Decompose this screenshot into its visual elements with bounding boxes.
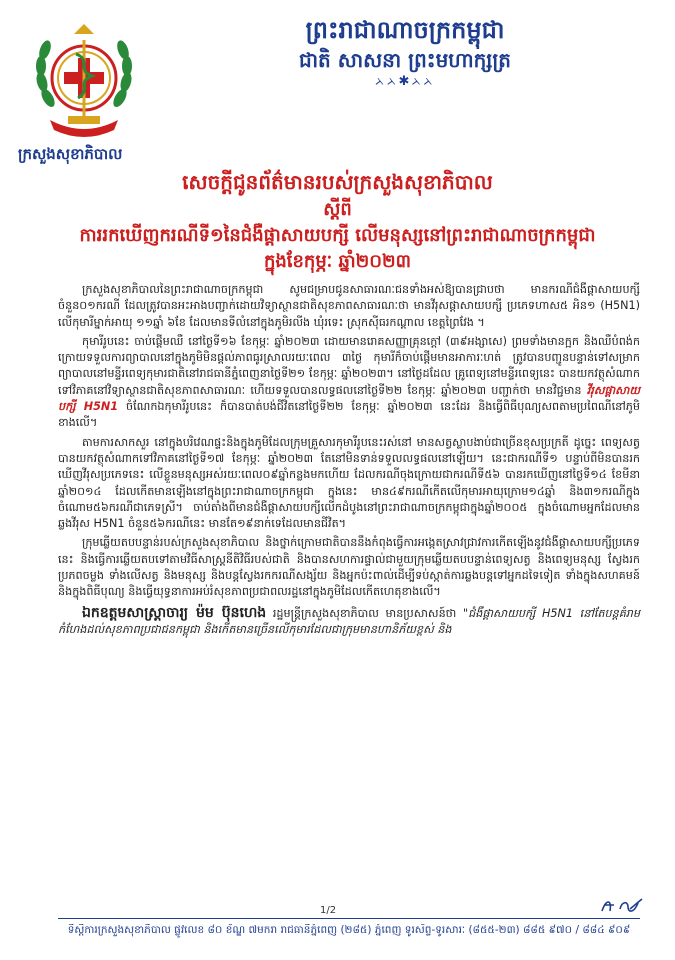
- header-block: [195, 14, 615, 90]
- minister-quote: "ជំងឺផ្តាសាយបក្សី H5N1 នៅតែបន្តគំរាមកំហែងដល់សុខភាពប្រជាជនកម្ពុជា និងកើតមានច្រើនលើកុមារដែលជាក្រុមមានហានិភ័យខ្ពស់ និង: [58, 606, 641, 636]
- press-release-title: សេចក្តីជូនព័ត៌មានរបស់ក្រសួងសុខាភិបាល: [182, 170, 493, 194]
- page-number: 1/2: [320, 905, 337, 916]
- title-subject: ការរកឃើញករណីទី១នៃជំងឺផ្តាសាយបក្សី លើមនុស្សនៅព្រះរាជាណាចក្រកម្ពុជា: [79, 225, 596, 246]
- handwritten-initials-icon: [600, 895, 644, 917]
- ministry-of-health-emblem-icon: [28, 20, 140, 142]
- paragraph-1: ក្រសួងសុខាភិបាលនៃព្រះរាជាណាចក្រកម្ពុជា សូមជម្រាបជូនសាធារណៈជនទាំងអស់ឱ្យបានជ្រាបថា មានករណីជំងឺផ្តាសាយបក្សីចំនួន០១ករណី ដែលត្រូវបានអះអាងបញ្ជាក់ដោយវិទ្យាស្ថានជាតិសុខភាពសាធារណៈថា មានវីរុសផ្តាសាយបក្សី ប្រភេទហាស៥ អិន១ (H5N1) លើកុមារីម្នាក់អាយុ ១១ឆ្នាំ ៦ខែ ដែលមានទីលំនៅក្នុងភូមិរលីង ឃុំរទេះ ស្រុកស៊ីធរកណ្ដាល ខេត្តព្រៃវែង ។: [58, 283, 640, 329]
- paragraph-2-text-b: ចំណែកឯកុមារីរូបនេះ ក៏បានបាត់បង់ជីវិតនៅថ្ងៃទី២២ ខែកុម្ភៈ ឆ្នាំ២០២៣ នេះដែរ និងធ្វើពិធីបុណ្យសពតាមប្រពៃណីនៅភូមិខាងលើ។: [58, 400, 640, 430]
- paragraph-2-text-a: កុមារីរូបនេះ ចាប់ផ្តើមឈឺ នៅថ្ងៃទី១៦ ខែកុម្ភៈ ឆ្នាំ២០២៣ ដោយមានរោគសញ្ញាគ្រុនក្តៅ (៣៩អង្សាសេ) ព្រមទាំងមានក្អក និងឈឺបំពង់ក ក្រោយទទួលការព្យាបាលនៅក្នុងភូមិមិនផ្តល់ភាពធូរស្រាលរយៈពេល ៣ថ្ងៃ កុមារីក៏ចាប់ផ្តើមមានអាការៈហត់ ត្រូវបានបញ្ជូនបន្ទាន់ទៅសម្រាកព្យាបាលនៅមន្ទីរពេទ្យកុមារជាតិនៅរាជធានីភ្នំពេញនាថ្ងៃទី២១ ខែកុម្ភៈ ឆ្នាំ២០២៣។ នៅថ្ងៃដដែល គ្រូពេទ្យនៅមន្ទីរពេទ្យនេះ បានយកវត្ថុសំណាកទៅវិភាគនៅវិទ្យាស្ថានជាតិសុខភាពសាធារណៈ ហើយទទួលបានលទ្ធផលនៅថ្ងៃទី២២ ខែកុម្ភៈ ឆ្នាំ២០២៣ បញ្ជាក់ថា មានវិជ្ជមាន: [58, 334, 640, 397]
- paragraph-2: [58, 334, 640, 432]
- footer-address: ទីស្តីការក្រសួងសុខាភិបាល ផ្លូវលេខ ៨០ ខ័ណ្ឌ ៧មករា រាជធានីភ្នំពេញ (២៨៥) ភ្នំពេញ ទូរស័ព្ទ-ទូរសារៈ (៨៥៥-២៣) ៨៨៥ ៩៧០ / ៨៨៤ ៩០៩: [67, 924, 631, 936]
- paragraph-5: [58, 605, 640, 639]
- title-date: ក្នុងខែកុម្ភៈ ឆ្នាំ២០២៣: [263, 251, 412, 272]
- paragraph-3: តាមការសាកសួរ នៅក្នុងបរិវេណផ្ទះនិងក្នុងភូមិដែលក្រុមគ្រួសារកុមារីរូបនេះរស់នៅ មានសត្វស្លាបងាប់ជាច្រើនខុសប្រក្រតី ដូច្នេះ ពេទ្យសត្វ បានយកវត្ថុសំណាកទៅវិភាគនៅថ្ងៃទី១៧ ខែកុម្ភៈ ឆ្នាំ២០២៣ តែនៅមិនទាន់ទទួលលទ្ធផលនៅឡើយ។ នេះជាករណីទី១ បន្ទាប់ពីមិនបានរកឃើញវីរុសប្រភេទនេះ លើខ្លួនមនុស្សអស់រយៈពេល០៩ឆ្នាំកន្លងមកហើយ ដែលករណីចុងក្រោយជាករណីទី៥៦ បានរកឃើញនៅថ្ងៃទី១៤ ខែមីនា ឆ្នាំ២០១៤ ដែលកើតមានឡើងនៅក្នុងព្រះរាជាណាចក្រកម្ពុជា ក្នុងនេះ មាន៤៩ករណីកើតលើកុមារអាយុក្រោម១៤ឆ្នាំ និង៣១ករណីក្នុងចំណោម៥៦ករណីជាភេទស្រី។ ចាប់តាំងពីមានជំងឺផ្តាសាយបក្សីលើកដំបូងនៅព្រះរាជាណាចក្រកម្ពុជាក្នុងឆ្នាំ២០០៥ ក្នុងចំណោមអ្នកដែលមានឆ្លងវីរុស H5N1 ចំនួន៥៦ករណីនេះ មានតែ១៩នាក់ទេដែលមានជីវិត។: [58, 435, 640, 531]
- kingdom-heading: ព្រះរាជាណាចក្រកម្ពុជា: [305, 16, 505, 44]
- document-titles: [20, 168, 655, 275]
- document-body: [58, 282, 640, 638]
- paragraph-4: ក្រុមឆ្លើយតបបន្ទាន់របស់ក្រសួងសុខាភិបាល និងថ្នាក់ក្រោមជាតិបាននឹងកំពុងធ្វើការអង្កេតស្រាវជ្រាវការកើតឡើងនូវជំងឺផ្តាសាយបក្សីប្រភេទនេះ និងធ្វើការឆ្លើយតបទៅតាមវិធីសាស្ត្រនីតិវិធីរបស់ជាតិ និងបានសហការផ្ទាល់ជាមួយក្រុមឆ្លើយតបបន្ទាន់ពេទ្យសត្វ និងពេទ្យមនុស្ស ស្វែងរកប្រភពចម្លង ទាំងលើសត្វ និងមនុស្ស និងបន្តស្វែងរកករណីសង្ស័យ និងអ្នកប៉ះពាល់ដើម្បីទប់ស្កាត់ការឆ្លងបន្តទៅអ្នកដទៃទៀត ទាំងក្នុងសហគមន៍ និងក្នុងពិធីបុណ្យ និងធ្វើយុទ្ធនាការអប់រំសុខភាពប្រជាពលរដ្ឋនៅក្នុងភូមិដែលកើតហេតុខាងលើ។: [58, 536, 640, 599]
- motto-heading: ជាតិ សាសនា ព្រះមហាក្សត្រ: [299, 48, 511, 72]
- ministry-label: ក្រសួងសុខាភិបាល: [18, 145, 123, 163]
- paragraph-5-text-a: រដ្ឋមន្ត្រីក្រសួងសុខាភិបាល មានប្រសាសន៍ថា: [272, 606, 457, 620]
- virus-highlight: វីរុសផ្តាសាយបក្សី H5N1: [58, 383, 640, 414]
- title-about: ស្តីពី: [323, 199, 352, 220]
- minister-name: ឯកឧត្តមសាស្ត្រាចារ្យ ម៉ម ប៊ុនហេង: [82, 604, 267, 621]
- footer-divider: [58, 918, 640, 919]
- ornament-divider: ᨂᨂ✱ᨂᨂ: [374, 74, 436, 89]
